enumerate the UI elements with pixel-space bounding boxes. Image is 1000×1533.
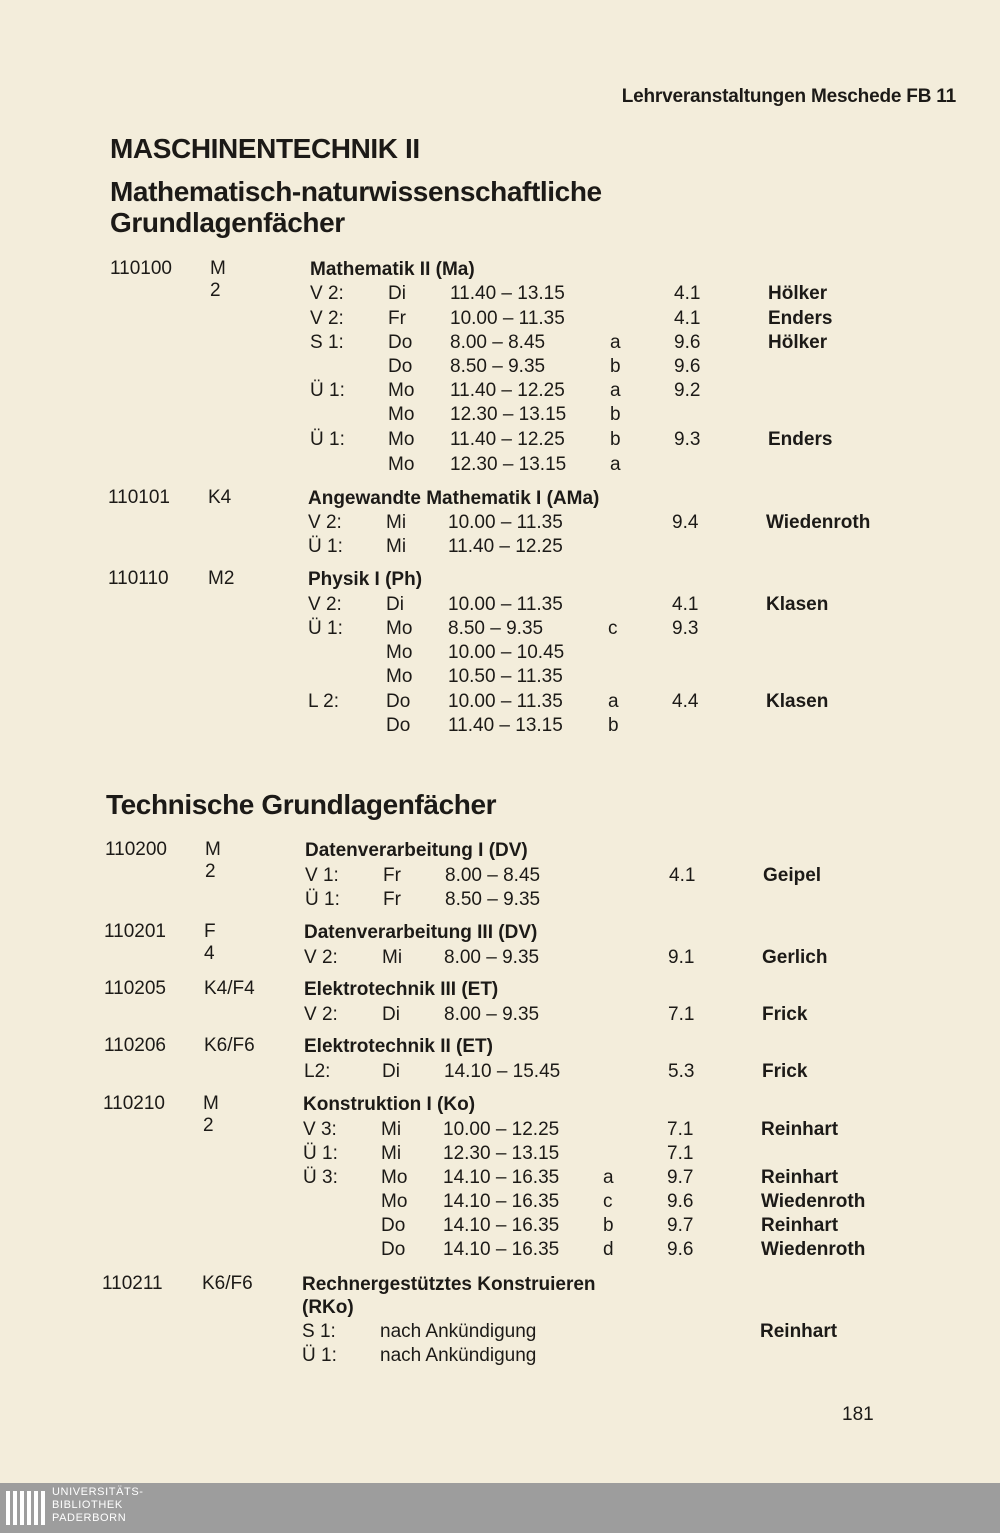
session-day: Mi [381,1119,402,1140]
course-number: 110211 [102,1273,163,1294]
session-type: L2: [304,1061,331,1082]
session-type: S 1: [310,332,344,353]
session-time: 14.10 – 16.35 [443,1239,560,1260]
session-day: Do [388,332,413,353]
session-time: 8.50 – 9.35 [450,356,546,377]
session-time: 10.00 – 11.35 [448,594,563,615]
session-day: Mo [386,618,413,639]
course-title: Elektrotechnik II (ET) [304,1036,493,1057]
session-group: a [610,454,621,475]
session-day: Do [381,1215,406,1236]
session-group: a [608,691,619,712]
session-time: 11.40 – 12.25 [450,380,565,401]
session-time: 14.10 – 15.45 [444,1061,561,1082]
session-time: 14.10 – 16.35 [443,1191,560,1212]
library-name-line: PADERBORN [52,1512,127,1524]
session-room: 9.1 [668,947,695,968]
session-lecturer: Gerlich [762,947,828,968]
course-title: Elektrotechnik III (ET) [304,979,499,1000]
session-lecturer: Reinhart [761,1119,839,1140]
session-group: b [610,404,621,425]
course-category: M 2 [205,839,221,882]
session-lecturer: Enders [768,308,833,329]
session-room: 9.3 [672,618,699,639]
session-lecturer: Hölker [768,332,828,353]
course-category: F 4 [204,921,216,964]
session-room: 4.1 [674,308,701,329]
section-title-math-science [110,176,602,238]
session-group: b [603,1215,614,1236]
session-time: 14.10 – 16.35 [443,1167,560,1188]
session-day: Do [386,691,411,712]
session-group: a [603,1167,614,1188]
course-number: 110200 [105,839,167,860]
session-group: c [603,1191,613,1212]
course-category: K6/F6 [202,1273,253,1294]
course-category: M 2 [203,1093,219,1136]
session-time: 8.00 – 9.35 [444,947,540,968]
course-title: Mathematik II (Ma) [310,259,475,280]
library-name-line: UNIVERSITÄTS- [52,1486,144,1498]
session-type: V 2: [308,512,342,533]
session-lecturer: Reinhart [761,1215,839,1236]
course-number: 110101 [108,487,170,508]
session-group: b [608,715,619,736]
session-day: Mi [381,1143,402,1164]
session-type: Ü 1: [310,380,345,401]
session-time: 10.00 – 12.25 [443,1119,560,1140]
section-title-line: Mathematisch-naturwissenschaftliche [110,176,602,207]
session-lecturer: Wiedenroth [761,1239,866,1260]
session-day: Do [381,1239,406,1260]
session-day: Mi [386,536,407,557]
session-day: Mo [386,666,413,687]
section-title-technical [106,789,496,820]
session-type: Ü 1: [305,889,340,910]
course-title: Konstruktion I (Ko) [303,1094,476,1115]
session-room: 4.4 [672,691,699,712]
session-time: 11.40 – 12.25 [450,429,565,450]
session-type: V 1: [305,865,339,886]
session-type: V 2: [308,594,342,615]
session-time: 10.00 – 11.35 [450,308,565,329]
session-room: 9.6 [667,1191,694,1212]
session-day: Do [386,715,411,736]
session-lecturer: Enders [768,429,833,450]
course-number: 110205 [104,978,166,999]
course-number: 110210 [103,1093,165,1114]
page-number: 181 [842,1404,874,1425]
session-room: 9.7 [667,1167,694,1188]
session-room: 7.1 [668,1004,695,1025]
session-day: Mo [388,404,415,425]
session-group: b [610,429,621,450]
session-type: V 2: [310,308,344,329]
course-title: Angewandte Mathematik I (AMa) [308,488,600,509]
session-time: 11.40 – 13.15 [448,715,563,736]
session-day: Mo [381,1167,408,1188]
session-lecturer: Klasen [766,594,829,615]
session-type: Ü 1: [308,536,343,557]
session-day: Di [382,1004,400,1025]
session-day: Di [388,283,406,304]
session-type: Ü 1: [310,429,345,450]
course-title: Datenverarbeitung I (DV) [305,840,528,861]
session-time: 12.30 – 13.15 [450,454,567,475]
session-type: Ü 1: [302,1345,337,1366]
session-room: 9.6 [667,1239,694,1260]
session-note: nach Ankündigung [380,1321,537,1342]
course-number: 110206 [104,1035,166,1056]
session-day: Mo [388,429,415,450]
session-day: Mo [381,1191,408,1212]
session-time: 8.00 – 8.45 [445,865,541,886]
course-category: K6/F6 [204,1035,255,1056]
course-title: Physik I (Ph) [308,569,423,590]
session-day: Mi [386,512,407,533]
session-time: 10.50 – 11.35 [448,666,563,687]
session-type: Ü 1: [308,618,343,639]
session-note: nach Ankündigung [380,1345,537,1366]
session-room: 5.3 [668,1061,695,1082]
session-room: 9.4 [672,512,699,533]
session-type: V 2: [310,283,344,304]
section-title-line: Technische Grundlagenfächer [106,789,497,820]
session-lecturer: Reinhart [760,1321,838,1342]
section-title-line: Grundlagenfächer [110,207,345,238]
session-room: 4.1 [674,283,701,304]
session-time: 8.50 – 9.35 [448,618,544,639]
session-type: V 3: [303,1119,337,1140]
page-title: MASCHINENTECHNIK II [110,133,420,164]
session-room: 7.1 [667,1119,694,1140]
session-lecturer: Wiedenroth [766,512,871,533]
session-group: c [608,618,618,639]
course-number: 110201 [104,921,166,942]
session-group: b [610,356,621,377]
session-day: Do [388,356,413,377]
session-type: V 2: [304,1004,338,1025]
session-lecturer: Reinhart [761,1167,839,1188]
session-type: Ü 1: [303,1143,338,1164]
session-room: 7.1 [667,1143,694,1164]
library-footer-bar [0,1483,1000,1533]
session-time: 12.30 – 13.15 [443,1143,560,1164]
session-room: 9.2 [674,380,701,401]
session-time: 8.50 – 9.35 [445,889,541,910]
session-room: 4.1 [672,594,699,615]
session-day: Fr [383,865,401,886]
session-group: a [610,380,621,401]
library-name-line: BIBLIOTHEK [52,1499,123,1511]
session-day: Fr [383,889,401,910]
session-lecturer: Frick [762,1061,808,1082]
session-room: 4.1 [669,865,696,886]
session-time: 8.00 – 8.45 [450,332,546,353]
session-time: 14.10 – 16.35 [443,1215,560,1236]
session-group: d [603,1239,614,1260]
library-name [52,1486,144,1525]
session-time: 10.00 – 11.35 [448,691,563,712]
session-time: 10.00 – 10.45 [448,642,565,663]
session-day: Mo [388,380,415,401]
library-logo-icon [6,1487,46,1529]
course-title: Datenverarbeitung III (DV) [304,922,538,943]
session-day: Mo [386,642,413,663]
session-room: 9.6 [674,332,701,353]
course-number: 110100 [110,258,172,279]
session-room: 9.6 [674,356,701,377]
session-lecturer: Klasen [766,691,829,712]
course-title: Rechnergestütztes Konstruieren (RKo) [302,1274,596,1318]
course-category: K4 [208,487,232,508]
session-lecturer: Frick [762,1004,808,1025]
session-type: V 2: [304,947,338,968]
session-lecturer: Geipel [763,865,822,886]
session-time: 11.40 – 13.15 [450,283,565,304]
course-category: M 2 [210,258,226,301]
session-lecturer: Hölker [768,283,828,304]
session-day: Di [386,594,404,615]
course-category: M2 [208,568,235,589]
session-time: 11.40 – 12.25 [448,536,563,557]
course-category: K4/F4 [204,978,255,999]
session-type: S 1: [302,1321,336,1342]
session-time: 10.00 – 11.35 [448,512,563,533]
session-room: 9.7 [667,1215,694,1236]
session-room: 9.3 [674,429,701,450]
session-time: 12.30 – 13.15 [450,404,567,425]
session-group: a [610,332,621,353]
session-day: Mo [388,454,415,475]
session-day: Mi [382,947,403,968]
running-head: Lehrveranstaltungen Meschede FB 11 [621,86,956,107]
session-day: Di [382,1061,400,1082]
session-lecturer: Wiedenroth [761,1191,866,1212]
course-number: 110110 [108,568,169,589]
session-time: 8.00 – 9.35 [444,1004,540,1025]
session-type: Ü 3: [303,1167,338,1188]
session-day: Fr [388,308,406,329]
session-type: L 2: [308,691,339,712]
